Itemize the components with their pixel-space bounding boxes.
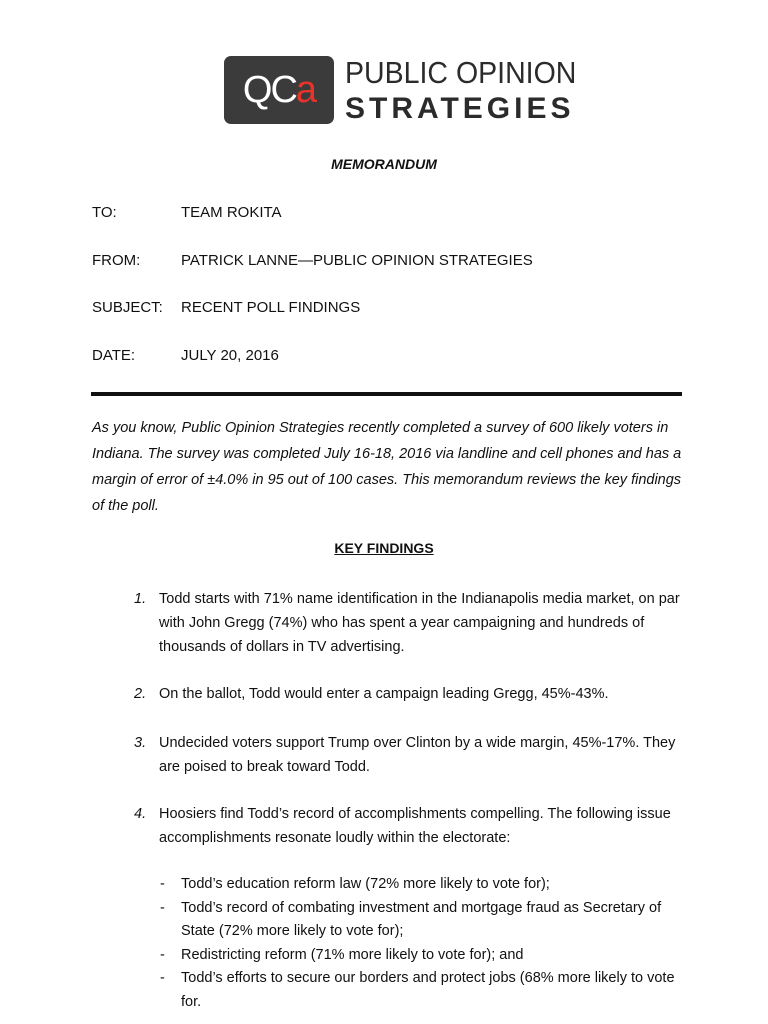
list-item-text: Redistricting reform (71% more likely to vote for); and bbox=[181, 946, 524, 963]
list-item bbox=[160, 944, 690, 968]
header-value: TEAM ROKITA bbox=[181, 204, 282, 221]
list-item-text: Todd’s efforts to secure our borders and protect jobs (68% more likely to vote for. bbox=[181, 970, 675, 1010]
list-item-text: Todd’s education reform law (72% more likely to vote for); bbox=[181, 876, 550, 892]
intro-paragraph: As you know, Public Opinion Strategies recently completed a survey of 600 likely voters in Indiana. The survey was completed July 16-18, 2016 via landline and cell phones and has a margin of error of ±4.0% in 95 out of 100 cases. This memorandum reviews the key findings of the poll. bbox=[92, 420, 682, 514]
finding-item bbox=[134, 682, 684, 706]
header-label: SUBJECT: bbox=[92, 299, 163, 316]
finding-text: Undecided voters support Trump over Clinton by a wide margin, 45%-17%. They are poised to break toward Todd. bbox=[159, 735, 676, 775]
finding-number: 1. bbox=[134, 591, 147, 607]
logo-mark-letters: QC bbox=[242, 68, 296, 111]
memo-title: MEMORANDUM bbox=[331, 156, 437, 172]
logo-mark bbox=[224, 56, 334, 124]
logo-line-2: STRATEGIES bbox=[345, 91, 575, 125]
bullet-marker: - bbox=[160, 876, 165, 892]
list-item-text: Todd’s record of combating investment and mortgage fraud as Secretary of State (72% more likely to vote for); bbox=[181, 899, 662, 939]
finding-number: 3. bbox=[134, 735, 147, 751]
bullet-marker: - bbox=[160, 970, 165, 986]
logo-wordmark bbox=[345, 54, 597, 125]
finding-item bbox=[134, 802, 684, 850]
company-logo bbox=[224, 55, 597, 125]
logo-mark-accent: a bbox=[295, 68, 316, 111]
finding-text: Hoosiers find Todd’s record of accomplishments compelling. The following issue accomplishments resonate loudly within the electorate: bbox=[159, 806, 671, 846]
key-findings-heading: KEY FINDINGS bbox=[334, 540, 434, 556]
header-label: DATE: bbox=[92, 347, 136, 364]
finding-item bbox=[134, 731, 684, 779]
bullet-marker: - bbox=[160, 946, 165, 963]
header-value: PATRICK LANNE—PUBLIC OPINION STRATEGIES bbox=[181, 252, 533, 269]
header-label: TO: bbox=[92, 204, 117, 221]
finding-number: 4. bbox=[134, 806, 147, 822]
header-value: JULY 20, 2016 bbox=[181, 347, 279, 364]
finding-text: Todd starts with 71% name identification in the Indianapolis media market, on par with John Gregg (74%) who has spent a year campaigning and hundreds of thousands of dollars in TV advertising. bbox=[159, 591, 680, 655]
list-item bbox=[160, 967, 690, 1014]
finding-item bbox=[134, 587, 684, 659]
finding-text: On the ballot, Todd would enter a campaign leading Gregg, 45%-43%. bbox=[159, 686, 609, 702]
logo-line-1: PUBLIC OPINION bbox=[345, 54, 577, 90]
accomplishment-list bbox=[160, 873, 690, 1014]
header-divider bbox=[91, 392, 682, 396]
header-label: FROM: bbox=[92, 252, 141, 269]
bullet-marker: - bbox=[160, 899, 165, 916]
list-item bbox=[160, 873, 690, 897]
finding-number: 2. bbox=[134, 686, 147, 702]
header-value: RECENT POLL FINDINGS bbox=[181, 299, 361, 316]
list-item bbox=[160, 897, 690, 944]
